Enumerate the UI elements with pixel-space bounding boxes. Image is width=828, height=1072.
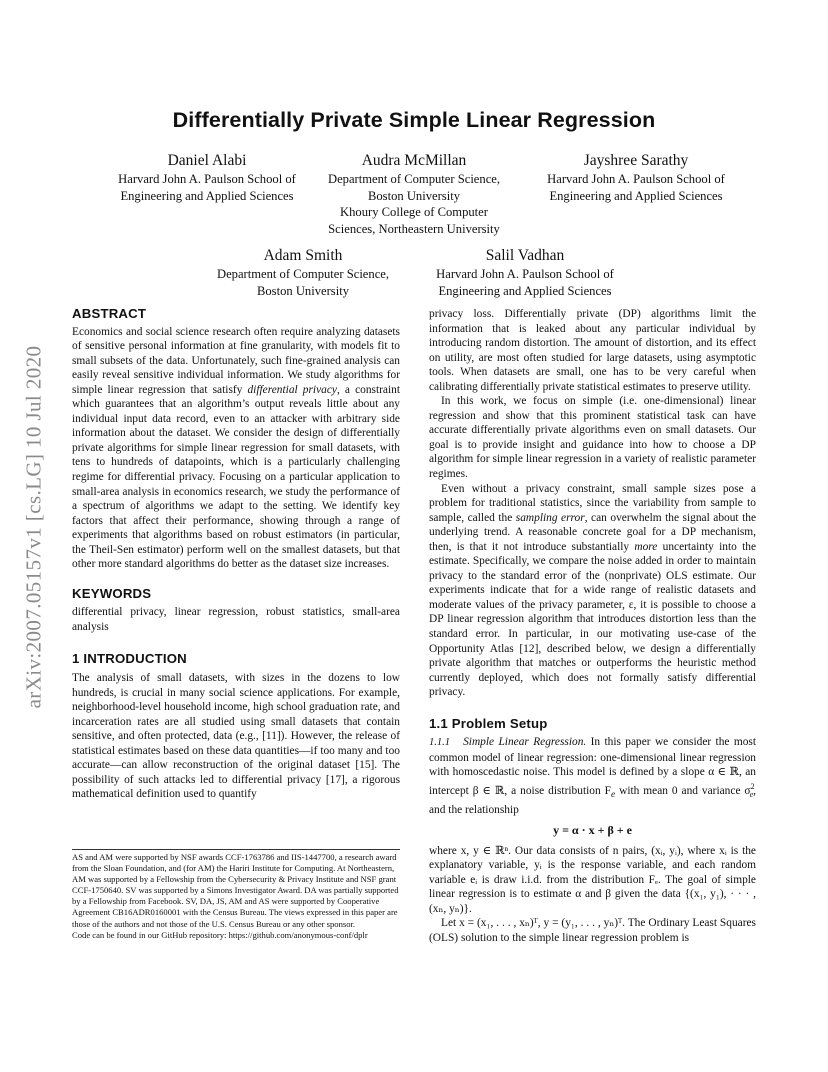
author-affiliation: Engineering and Applied Sciences (120, 188, 294, 203)
problem-paragraph: 1.1.1 Simple Linear Regression. In this paper we consider the most common model of linear regression: one-dimensional linear regression with homoscedastic noise. This model is defined by a slope α ∈ ℝ, an intercept β ∈ ℝ, a noise distribution $F_e$ with mean 0 and variance $\sigma^2_e$, and the relationship (429, 736, 756, 816)
author-name: Salil Vadhan (485, 247, 565, 264)
problem-paragraph: where x, y ∈ ℝⁿ. Our data consists of n pairs, (xᵢ, yᵢ), where xᵢ is the explanatory variable, yᵢ is the response variable, and each random variable eᵢ is draw i.i.d. from the distribution Fₑ. The goal of simple linear regression is to estimate α and β given the data {(x₁, y₁), · · · , (xₙ, yₙ)}. (429, 844, 756, 915)
problem-paragraph: Let x = (x₁, . . . , xₙ)ᵀ, y = (y₁, . . . , yₙ)ᵀ. The Ordinary Least Squares (OLS) solution to the simple linear regression problem is (429, 917, 756, 944)
right-column (429, 307, 756, 946)
author-affiliation: Boston University (256, 283, 349, 298)
author-name: Jayshree Sarathy (583, 152, 689, 169)
footnote (72, 852, 402, 941)
arxiv-id: arXiv:2007.05157v1 [cs.LG] 10 Jul 2020 (21, 345, 46, 709)
abstract-text: Economics and social science research often require analyzing datasets of sensitive personal information at fine granularity, with models fit to small subsets of the data. Unfortunately, such fine-grained analysis can easily reveal sensitive individual information. We study algorithms for simple linear regression that satisfy differential privacy, a constraint which guarantees that an algorithm’s output reveals little about any individual input data record, even to an attacker with arbitrary side information about the dataset. We consider the design of differentially private algorithms for simple linear regression for small datasets, with tens to hundreds of datapoints, which is a particularly challenging regime for differential privacy. Focusing on a particular application to small-area analysis in economics research, we study the performance of a spectrum of algorithms we adapt to the setting. We identify key factors that affect their performance, showing through a range of experiments that algorithms based on robust estimators (in particular, the Theil-Sen estimator) perform well on the smallest datasets, but that other more standard algorithms do better as the dataset size increases. (72, 325, 400, 571)
author-affiliation: Harvard John A. Paulson School of (547, 172, 725, 186)
regression-equation: y = α · x + β + e (553, 823, 632, 838)
left-column (72, 307, 400, 802)
paper-title: Differentially Private Simple Linear Regression (172, 108, 656, 132)
author-name: Daniel Alabi (167, 152, 247, 169)
intro-paragraph-continued: privacy loss. Differentially private (DP) algorithms limit the information that is leaked about any particular individual by introducing random distortion. The amount of distortion, and its effect on utility, are most often studied for large datasets, using asymptotic tools. When datasets are small, one has to be very careful when calibrating differentially private statistical estimates to preserve utility. (429, 308, 756, 393)
author-name: Adam Smith (263, 247, 343, 264)
author-affiliation: Department of Computer Science, (327, 172, 501, 186)
author-affiliation: Harvard John A. Paulson School of (118, 172, 296, 186)
author-affiliation: Department of Computer Science, (216, 267, 390, 281)
funding-note: AS and AM were supported by NSF awards CCF-1763786 and IIS-1447700, a research award from the Sloan Foundation, and (for AM) the Hariri Institute for Computing. At Northeastern, AM was supported by a Fellowship from the Cybersecurity & Privacy Institute and NSF grant CCF-1750640. SV was supported by a Simons Investigator Award. DA was partially supported by a Fellowship from Facebook. SV, DA, JS, AM and AS were supported by Cooperative Agreement CB16ADR0160001 with the Census Bureau. The views expressed in this paper are those of the authors and not those of the U.S. Census Bureau or any other sponsor. (72, 852, 399, 929)
keywords-heading: KEYWORDS (72, 585, 152, 601)
author-affiliation: Harvard John A. Paulson School of (436, 267, 614, 281)
author-block (178, 246, 428, 299)
footnote-rule (72, 849, 400, 850)
arxiv-stamp (12, 292, 56, 762)
author-block (497, 151, 775, 204)
intro-paragraph: Even without a privacy constraint, small sample sizes pose a problem for traditional statistics, since the variability from sample to sample, called the sampling error, can overwhelm the signal about the underlying trend. A reasonable concrete goal for a DP mechanism, then, is that it not introduce substantially more uncertainty into the estimate. Specifically, we compare the noise added in order to maintain privacy to the standard error of the (nonprivate) OLS estimate. Our experiments indicate that for a wide range of realistic datasets and moderate values of the privacy parameter, ε, it is possible to choose a DP linear regression algorithm that introduces distortion less than the standard error. In particular, in our motivating use-case of the Opportunity Atlas [12], described below, we design a differentially private algorithm that matches or outperforms the heuristic method currently deployed, which does not formally satisfy differential privacy. (429, 482, 757, 699)
author-affiliation: Engineering and Applied Sciences (549, 188, 723, 203)
abstract-heading: ABSTRACT (72, 306, 147, 321)
author-block (400, 246, 650, 299)
intro-paragraph: In this work, we focus on simple (i.e. one-dimensional) linear regression and show that this prominent statistical task can have accurate differentially private algorithms even on small datasets. Our goal is to provide insight and guidance into how to choose a DP algorithm for simple linear regression in a variety of realistic parameter regimes. (429, 395, 756, 481)
section-heading-problem-setup: 1.1 Problem Setup (429, 715, 548, 731)
author-name: Audra McMillan (361, 152, 467, 169)
author-affiliation: Engineering and Applied Sciences (438, 283, 612, 298)
keywords-text: differential privacy, linear regression, robust statistics, small-area analysis (72, 606, 400, 633)
author-affiliation: Khoury College of Computer (340, 205, 488, 219)
author-affiliation: Sciences, Northeastern University (328, 221, 500, 236)
author-affiliation: Boston University (367, 188, 460, 203)
intro-paragraph: The analysis of small datasets, with sizes in the dozens to low hundreds, is crucial in many social science applications. For example, neighborhood-level household income, high school graduation rate, and incarceration rates are all studied using small datasets that contain sensitive, and often protected, data (e.g., [11]). However, the release of statistical estimates based on these data quantities—if too many and too accurate—can allow reconstruction of the original dataset [15]. The possibility of such attacks led to differential privacy [17], a rigorous mathematical definition used to quantify (72, 672, 400, 801)
code-note: Code can be found in our GitHub repository: https://github.com/anonymous-conf/dplr (72, 929, 368, 940)
section-heading-introduction: 1 INTRODUCTION (72, 651, 187, 667)
